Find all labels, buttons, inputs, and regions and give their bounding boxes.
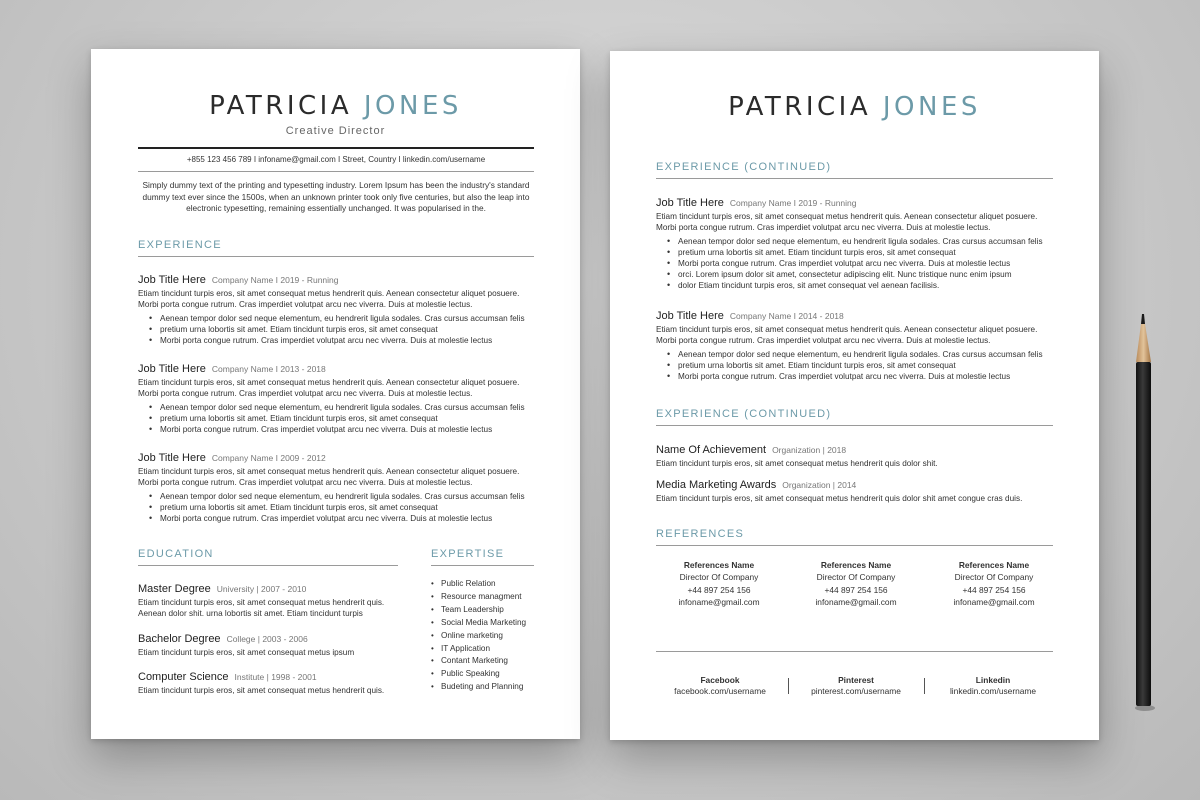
reference-email: infoname@gmail.com bbox=[953, 597, 1035, 608]
section-title-suffix: (CONTINUED) bbox=[744, 161, 832, 173]
job-description: Etiam tincidunt turpis eros, sit amet consequat metus hendrerit quis. Aenean consectetur aliquet posuere. Morbi porta congue rutrum. Cras imperdiet volutpat arcu nec viverra. Duis at molestie lectus. bbox=[138, 378, 520, 399]
contact-divider bbox=[138, 171, 534, 172]
job-entry bbox=[138, 359, 538, 435]
expertise-divider bbox=[431, 565, 534, 566]
job-bullet: • pretium urna lobortis sit amet. Etiam tincidunt turpis eros, sit amet consequat bbox=[160, 324, 538, 335]
education-entry bbox=[138, 579, 403, 620]
achievement-description: Etiam tincidunt turpis eros, sit amet consequat metus hendrerit quis dolor shit amet congue cras duis. bbox=[656, 494, 1023, 503]
job-role: Creative Director bbox=[285, 125, 386, 137]
expertise-item: • IT Application bbox=[441, 643, 526, 656]
last-name: JONES bbox=[882, 92, 981, 122]
job-bullet: • orci. Lorem ipsum dolor sit amet, consectetur adipiscing elit. Nunc tristique nunc enim ipsum bbox=[678, 269, 1058, 280]
references-title: REFERENCES bbox=[656, 528, 745, 540]
achievement-entry bbox=[656, 440, 1058, 469]
expertise-list bbox=[430, 578, 526, 694]
footer-divider bbox=[656, 651, 1053, 652]
expertise-item: • Team Leadership bbox=[441, 604, 526, 617]
expertise-item: • Public Speaking bbox=[441, 668, 526, 681]
reference-email: infoname@gmail.com bbox=[678, 597, 760, 608]
experience-divider bbox=[138, 256, 534, 257]
summary: Simply dummy text of the printing and typesetting industry. Lorem Ipsum has been the industry's standard dummy text ever since the 1500s, when an unknown printer took only five centuries, but also the leap into electronic typesetting, remaining essentially unchanged. It was popularised in the. bbox=[142, 180, 530, 213]
last-name: JONES bbox=[363, 91, 462, 121]
experience-title: EXPERIENCE bbox=[138, 239, 222, 251]
first-name: PATRICIA bbox=[209, 91, 353, 121]
job-bullet: • Aenean tempor dolor sed neque elementum, eu hendrerit ligula sodales. Cras cursus accumsan felis bbox=[160, 313, 538, 324]
section-title-text: EXPERIENCE bbox=[656, 161, 740, 173]
job-bullet: • Aenean tempor dolor sed neque elementum, eu hendrerit ligula sodales. Cras cursus accumsan felis bbox=[678, 349, 1058, 360]
education-description: Etiam tincidunt turpis eros, sit amet consequat metus hendrerit quis. Aenean dolor shit. urna lobortis sit amet. Etiam tincidunt turpis bbox=[138, 598, 385, 619]
expertise-item: • Social Media Marketing bbox=[441, 617, 526, 630]
job-bullet: • dolor Etiam tincidunt turpis eros, sit amet consequat vel aenean facilisis. bbox=[678, 280, 1058, 291]
degree: Computer Science bbox=[138, 671, 229, 683]
social-separator bbox=[924, 678, 925, 694]
job-bullet: • Morbi porta congue rutrum. Cras imperdiet volutpat arcu nec viverra. Duis at molestie lectus bbox=[678, 371, 1058, 382]
pencil-icon bbox=[1130, 312, 1160, 712]
achievement-title: Name Of Achievement bbox=[656, 444, 767, 456]
job-meta: Company Name I 2019 - Running bbox=[211, 275, 339, 285]
job-bullet: • pretium urna lobortis sit amet. Etiam tincidunt turpis eros, sit amet consequat bbox=[160, 413, 538, 424]
achievement-entry bbox=[656, 475, 1058, 504]
job-description: Etiam tincidunt turpis eros, sit amet consequat metus hendrerit quis. Aenean consectetur aliquet posuere. Morbi porta congue rutrum. Cras imperdiet volutpat arcu nec viverra. Duis at molestie lectus. bbox=[656, 325, 1038, 346]
achievement-meta: Organization | 2018 bbox=[772, 445, 847, 455]
education-title: EDUCATION bbox=[138, 548, 214, 560]
education-description: Etiam tincidunt turpis eros, sit amet consequat metus ipsum bbox=[138, 648, 355, 657]
experience-continued-divider bbox=[656, 178, 1053, 179]
job-meta: Company Name I 2019 - Running bbox=[729, 198, 857, 208]
expertise-item: • Resource managment bbox=[441, 591, 526, 604]
expertise-item: • Online marketing bbox=[441, 630, 526, 643]
reference-phone: +44 897 254 156 bbox=[962, 584, 1026, 595]
expertise-title: EXPERTISE bbox=[431, 548, 505, 560]
social-handle: pinterest.com/username bbox=[811, 685, 901, 696]
degree: Bachelor Degree bbox=[138, 633, 221, 645]
reference-email: infoname@gmail.com bbox=[815, 597, 897, 608]
references-divider bbox=[656, 545, 1053, 546]
reference-phone: +44 897 254 156 bbox=[687, 584, 751, 595]
job-description: Etiam tincidunt turpis eros, sit amet consequat metus hendrerit quis. Aenean consectetur aliquet posuere. Morbi porta congue rutrum. Cras imperdiet volutpat arcu nec viverra. Duis at molestie lectus. bbox=[138, 289, 520, 310]
resume-page-1 bbox=[91, 49, 580, 739]
job-bullet: • pretium urna lobortis sit amet. Etiam tincidunt turpis eros, sit amet consequat bbox=[678, 247, 1058, 258]
reference-role: Director Of Company bbox=[679, 572, 759, 583]
job-title: Job Title Here bbox=[138, 452, 206, 464]
reference-card bbox=[659, 559, 779, 609]
expertise-item: • Budeting and Planning bbox=[441, 681, 526, 694]
social-linkedin[interactable] bbox=[928, 675, 1058, 696]
job-title: Job Title Here bbox=[138, 274, 206, 286]
job-entry bbox=[138, 448, 538, 524]
social-pinterest[interactable] bbox=[791, 675, 921, 696]
achievement-description: Etiam tincidunt turpis eros, sit amet consequat metus hendrerit quis dolor shit. bbox=[656, 459, 938, 468]
social-label: Facebook bbox=[700, 675, 740, 685]
reference-role: Director Of Company bbox=[816, 572, 896, 583]
education-description: Etiam tincidunt turpis eros, sit amet consequat metus hendrerit quis. bbox=[138, 686, 385, 695]
job-meta: Company Name I 2009 - 2012 bbox=[211, 453, 326, 463]
job-entry bbox=[138, 270, 538, 346]
job-entry bbox=[656, 306, 1058, 382]
job-meta: Company Name I 2013 - 2018 bbox=[211, 364, 326, 374]
job-title: Job Title Here bbox=[138, 363, 206, 375]
education-meta: College | 2003 - 2006 bbox=[226, 634, 308, 644]
resume-name bbox=[91, 91, 580, 121]
job-bullet: • pretium urna lobortis sit amet. Etiam tincidunt turpis eros, sit amet consequat bbox=[160, 502, 538, 513]
resume-name bbox=[610, 92, 1099, 122]
header-divider bbox=[138, 147, 534, 149]
job-entry bbox=[656, 193, 1058, 292]
experience-continued-title-2 bbox=[656, 408, 831, 420]
job-bullet: • Aenean tempor dolor sed neque elementum, eu hendrerit ligula sodales. Cras cursus accumsan felis bbox=[160, 491, 538, 502]
experience-continued-title bbox=[656, 161, 831, 173]
expertise-item: • Public Relation bbox=[441, 578, 526, 591]
job-description: Etiam tincidunt turpis eros, sit amet consequat metus hendrerit quis. Aenean consectetur aliquet posuere. Morbi porta congue rutrum. Cras imperdiet volutpat arcu nec viverra. Duis at molestie lectus. bbox=[138, 467, 520, 488]
job-bullet: • Morbi porta congue rutrum. Cras imperdiet volutpat arcu nec viverra. Duis at molestie lectus bbox=[160, 424, 538, 435]
job-title: Job Title Here bbox=[656, 197, 724, 209]
education-meta: University | 2007 - 2010 bbox=[216, 584, 307, 594]
job-bullet: • Aenean tempor dolor sed neque elementum, eu hendrerit ligula sodales. Cras cursus accumsan felis bbox=[160, 402, 538, 413]
reference-name: References Name bbox=[958, 560, 1030, 570]
achievement-title: Media Marketing Awards bbox=[656, 479, 777, 491]
job-bullet: • Morbi porta congue rutrum. Cras imperdiet volutpat arcu nec viverra. Duis at molestie lectus bbox=[160, 335, 538, 346]
social-handle: linkedin.com/username bbox=[949, 685, 1037, 696]
reference-name: References Name bbox=[683, 560, 755, 570]
achievement-meta: Organization | 2014 bbox=[782, 480, 857, 490]
social-handle: facebook.com/username bbox=[674, 685, 766, 696]
job-bullet: • Morbi porta congue rutrum. Cras imperdiet volutpat arcu nec viverra. Duis at molestie lectus bbox=[160, 513, 538, 524]
contact-line: +855 123 456 789 I infoname@gmail.com I Street, Country I linkedin.com/username bbox=[186, 155, 486, 164]
job-description: Etiam tincidunt turpis eros, sit amet consequat metus hendrerit quis. Aenean consectetur aliquet posuere. Morbi porta congue rutrum. Cras imperdiet volutpat arcu nec viverra. Duis at molestie lectus. bbox=[656, 212, 1038, 233]
section-title-suffix: (CONTINUED) bbox=[744, 408, 832, 420]
reference-card bbox=[796, 559, 916, 609]
education-entry bbox=[138, 667, 403, 696]
education-entry bbox=[138, 629, 403, 658]
education-divider bbox=[138, 565, 398, 566]
social-label: Linkedin bbox=[975, 675, 1011, 685]
job-bullet: • Morbi porta congue rutrum. Cras imperdiet volutpat arcu nec viverra. Duis at molestie lectus bbox=[678, 258, 1058, 269]
reference-phone: +44 897 254 156 bbox=[824, 584, 888, 595]
job-bullet: • pretium urna lobortis sit amet. Etiam tincidunt turpis eros, sit amet consequat bbox=[678, 360, 1058, 371]
section-title-text: EXPERIENCE bbox=[656, 408, 740, 420]
education-meta: Institute | 1998 - 2001 bbox=[234, 672, 317, 682]
social-facebook[interactable] bbox=[655, 675, 785, 696]
reference-card bbox=[934, 559, 1054, 609]
resume-page-2 bbox=[610, 51, 1099, 740]
job-bullet: • Aenean tempor dolor sed neque elementum, eu hendrerit ligula sodales. Cras cursus accumsan felis bbox=[678, 236, 1058, 247]
expertise-item: • Contant Marketing bbox=[441, 655, 526, 668]
social-label: Pinterest bbox=[838, 675, 874, 685]
experience-continued-divider-2 bbox=[656, 425, 1053, 426]
first-name: PATRICIA bbox=[728, 92, 872, 122]
job-title: Job Title Here bbox=[656, 310, 724, 322]
reference-name: References Name bbox=[820, 560, 892, 570]
reference-role: Director Of Company bbox=[954, 572, 1034, 583]
social-separator bbox=[788, 678, 789, 694]
degree: Master Degree bbox=[138, 583, 211, 595]
job-meta: Company Name I 2014 - 2018 bbox=[729, 311, 844, 321]
